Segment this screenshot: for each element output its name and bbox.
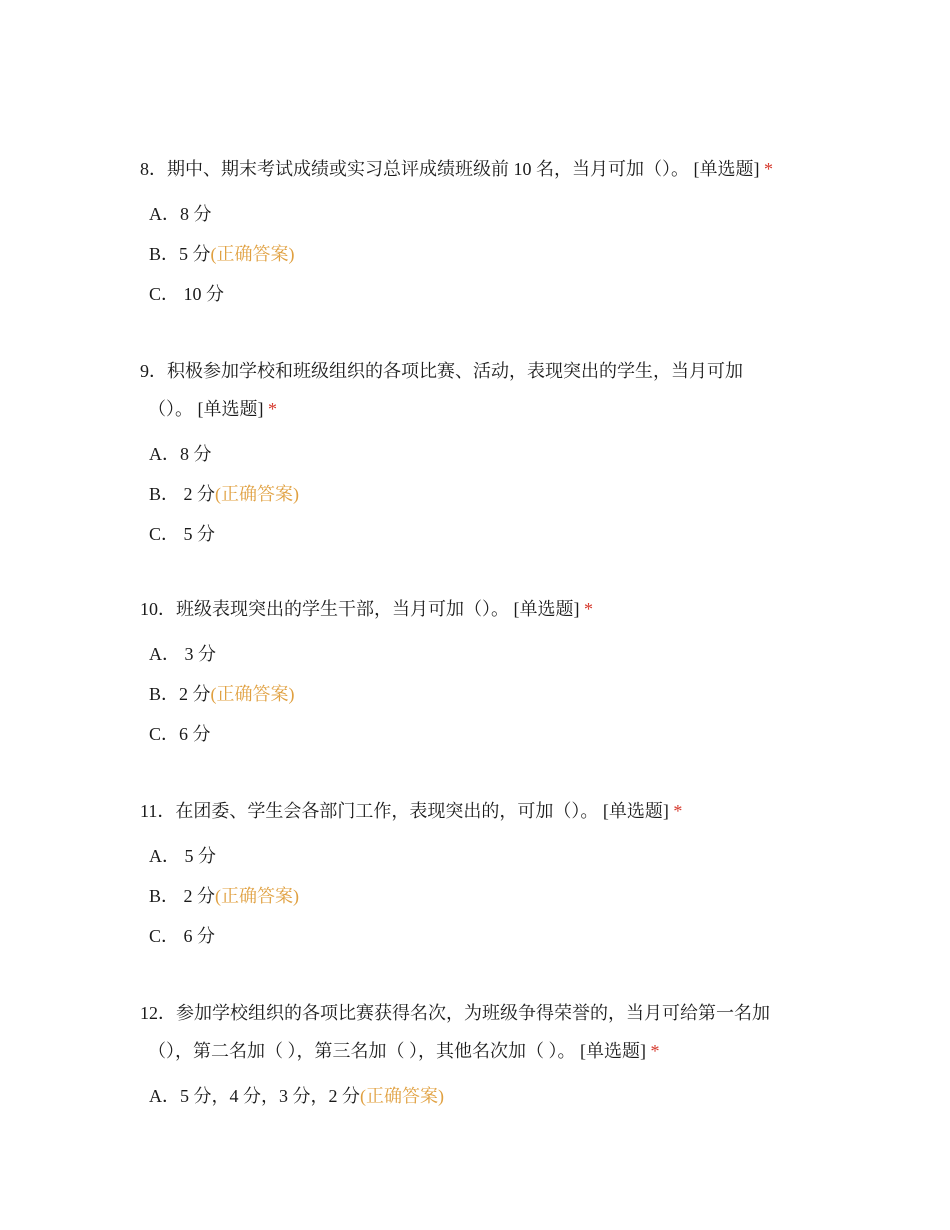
option-b xyxy=(140,876,820,916)
question-text-line2 xyxy=(140,1032,820,1070)
question-text: 9．积极参加学校和班级组织的各项比赛、活动，表现突出的学生，当月可加 xyxy=(140,361,743,381)
option-list xyxy=(140,836,820,956)
question-text: 12．参加学校组织的各项比赛获得名次，为班级争得荣誉的，当月可给第一名加 xyxy=(140,1003,770,1023)
option-text: A．8 分 xyxy=(149,204,212,224)
option-text: A．5 分，4 分，3 分，2 分 xyxy=(149,1086,360,1106)
option-text: B．5 分 xyxy=(149,244,211,264)
option-b xyxy=(140,674,820,714)
question-stem xyxy=(140,792,820,830)
required-mark: * xyxy=(764,159,773,179)
option-c xyxy=(140,514,820,554)
option-text: C． 10 分 xyxy=(149,284,225,304)
option-a xyxy=(140,1076,820,1116)
option-text: C． 5 分 xyxy=(149,524,216,544)
correct-answer-note: (正确答案) xyxy=(215,484,300,504)
option-text: B． 2 分 xyxy=(149,886,216,906)
option-a xyxy=(140,836,820,876)
required-mark: * xyxy=(268,399,277,419)
question-text-line2 xyxy=(140,390,820,428)
option-a xyxy=(140,434,820,474)
question-8 xyxy=(140,150,820,314)
option-text: C．6 分 xyxy=(149,724,211,744)
option-list xyxy=(140,634,820,754)
option-c xyxy=(140,916,820,956)
question-text: 8．期中、期末考试成绩或实习总评成绩班级前 10 名，当月可加（）。 [单选题] xyxy=(140,159,760,179)
option-a xyxy=(140,194,820,234)
option-text: A． 5 分 xyxy=(149,846,216,866)
option-text: B． 2 分 xyxy=(149,484,216,504)
correct-answer-note: (正确答案) xyxy=(360,1086,444,1106)
option-a xyxy=(140,634,820,674)
option-c xyxy=(140,714,820,754)
option-c xyxy=(140,274,820,314)
correct-answer-note: (正确答案) xyxy=(210,684,295,704)
question-text: 11．在团委、学生会各部门工作，表现突出的，可加（）。 [单选题] xyxy=(140,801,669,821)
question-11 xyxy=(140,792,820,956)
option-list xyxy=(140,194,820,314)
question-text-cont: （）。 [单选题] xyxy=(148,399,264,419)
required-mark: * xyxy=(673,801,683,821)
option-text: A．8 分 xyxy=(149,444,212,464)
required-mark: * xyxy=(650,1041,660,1061)
question-stem xyxy=(140,352,820,428)
question-text-cont: （），第二名加（ ），第三名加（ ），其他名次加（ ）。 [单选题] xyxy=(148,1041,646,1061)
option-text: B．2 分 xyxy=(149,684,211,704)
option-list xyxy=(140,1076,820,1116)
question-stem xyxy=(140,590,820,628)
question-text: 10．班级表现突出的学生干部，当月可加（）。 [单选题] xyxy=(140,599,580,619)
question-9 xyxy=(140,352,820,554)
option-b xyxy=(140,234,820,274)
question-stem xyxy=(140,994,820,1070)
option-b xyxy=(140,474,820,514)
question-12 xyxy=(140,994,820,1116)
correct-answer-note: (正确答案) xyxy=(215,886,300,906)
question-10 xyxy=(140,590,820,754)
required-mark: * xyxy=(584,599,593,619)
option-text: A． 3 分 xyxy=(149,644,216,664)
question-stem xyxy=(140,150,820,188)
option-text: C． 6 分 xyxy=(149,926,216,946)
option-list xyxy=(140,434,820,554)
correct-answer-note: (正确答案) xyxy=(210,244,295,264)
